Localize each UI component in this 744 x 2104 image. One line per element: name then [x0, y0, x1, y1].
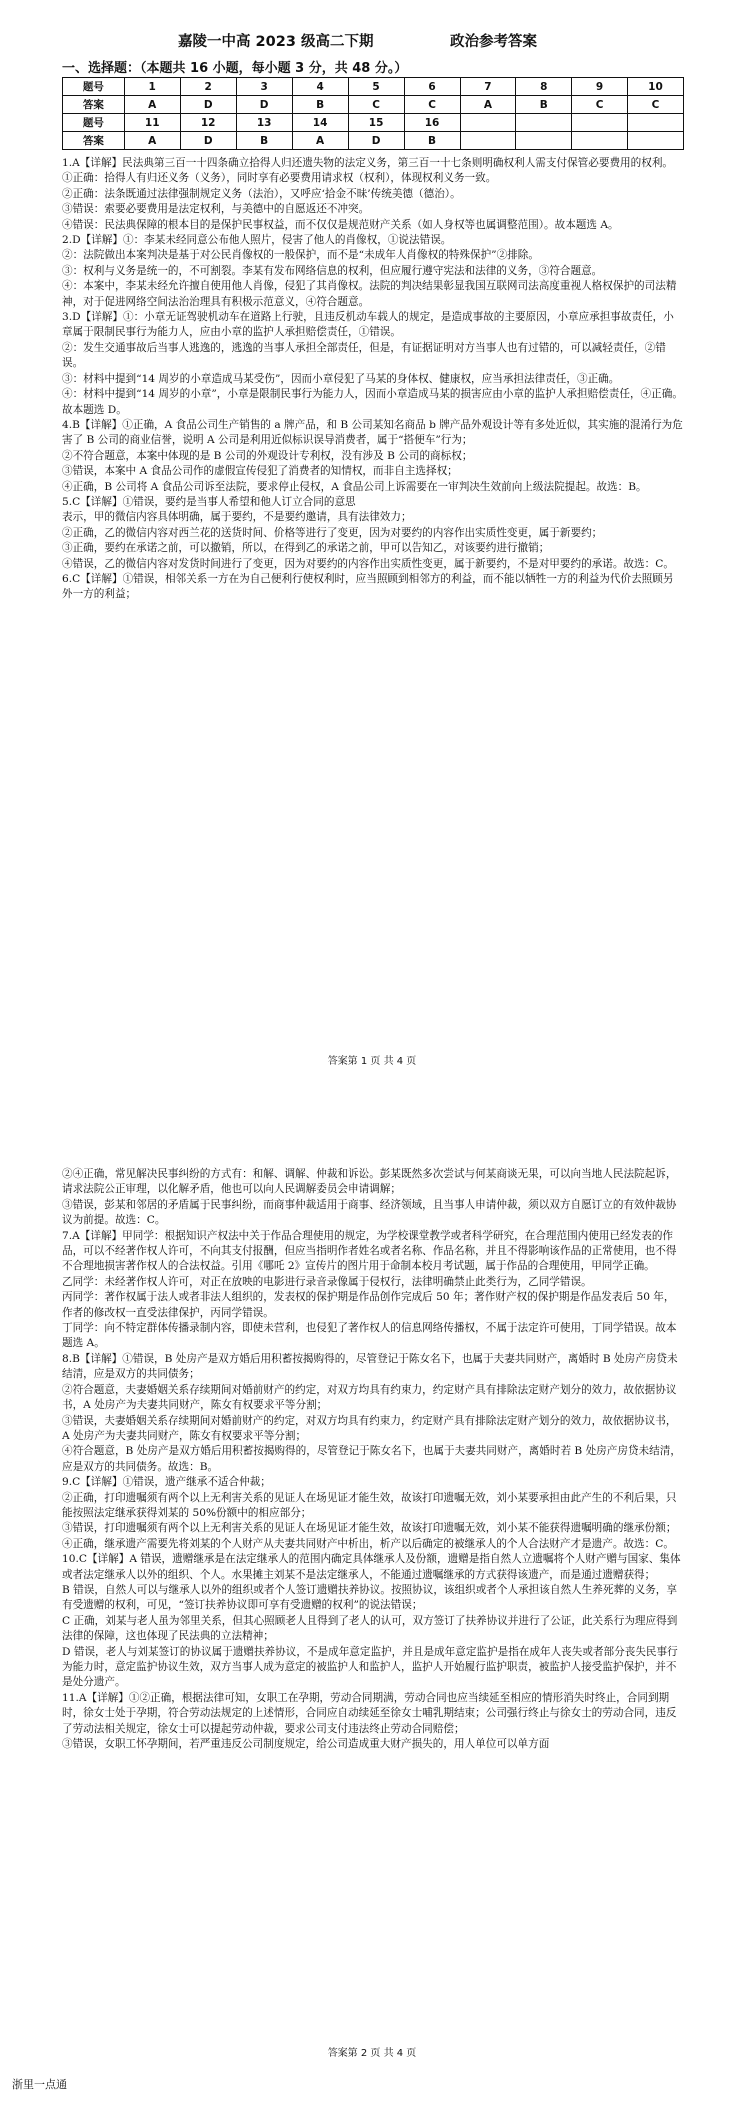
answer-table-cell: D: [236, 96, 292, 114]
answer-paragraph: D 错误，老人与刘某签订的协议属于遗赠扶养协议，不是成年意定监护，并且是成年意定监护是指在成年人丧失或者部分丧失民事行为能力时，意定监护协议生效，双方当事人成为意定的被监护人和监护人，监护人开始履行监护职责，被监护人接受监护保护，并不是处分遗产。: [62, 1645, 678, 1689]
watermark-text: 浙里一点通: [12, 2078, 67, 2091]
answer-paragraph: ③错误，夫妻婚姻关系存续期间对婚前财产的约定，对双方均具有约束力，约定财产具有排除法定财产划分的效力，故依据协议书，A 处房产为夫妻共同财产，陈女有权要求平等分割；: [62, 1414, 677, 1442]
answer-paragraph: ②：法院做出本案判决是基于对公民肖像权的一般保护，而不是“未成年人肖像权的特殊保护”②排除。: [62, 249, 539, 262]
answer-table-cell: 7: [460, 78, 516, 96]
answer-paragraph: ③错误：索要必要费用是法定权利，与美德中的自愿返还不冲突。: [62, 203, 370, 216]
answer-table-cell: 6: [404, 78, 460, 96]
answer-table-cell: A: [460, 96, 516, 114]
answer-paragraph: 6.C【详解】①错误，相邻关系一方在为自己便利行使权利时，应当照顾到相邻方的利益，而不能以牺牲一方的利益为代价去照顾另外一方的利益；: [62, 572, 674, 601]
answer-table-cell: D: [348, 132, 404, 150]
answer-paragraph: ②正确：法条既通过法律强制规定义务（法治），又呼应‘拾金不昧’传统美德（德治）。: [62, 187, 461, 200]
answer-table-cell: B: [236, 132, 292, 150]
answer-table-cell: [516, 132, 572, 150]
answer-paragraph: 8.B【详解】①错误，B 处房产是双方婚后用积蓄按揭购得的，尽管登记于陈女名下，也属于夫妻共同财产，离婚时 B 处房产房贷未结清，应是双方的共同债务；: [62, 1352, 678, 1381]
answer-table-cell: 9: [572, 78, 628, 96]
answer-table-cell: 3: [236, 78, 292, 96]
answer-table-cell: [627, 132, 683, 150]
answer-table-cell: C: [404, 96, 460, 114]
answer-paragraph: ③：权利与义务是统一的，不可割裂。李某有发布网络信息的权利，但应履行遵守宪法和法律的义务，③符合题意。: [62, 264, 603, 277]
answer-paragraph: ④错误，乙的微信内容对发货时间进行了变更，因为对要约的内容作出实质性变更，属于新要约，不是对甲要约的承诺。故选：C。: [62, 557, 674, 570]
answer-table-cell: 8: [516, 78, 572, 96]
answer-paragraph: ②不符合题意，本案中体现的是 B 公司的外观设计专利权，没有涉及 B 公司的商标权；: [62, 449, 473, 462]
answer-table-cell: 14: [292, 114, 348, 132]
section-heading: 一、选择题：（本题共 16 小题，每小题 3 分，共 48 分。）: [62, 61, 408, 76]
answer-table-cell: B: [404, 132, 460, 150]
answer-paragraph: 11.A【详解】①②正确，根据法律可知，女职工在孕期，劳动合同期满，劳动合同也应当续延至相应的情形消失时终止，合同到期时，徐女士处于孕期，符合劳动法规定的上述情形，合同应自动续延至徐女士哺乳期结束；公司强行终止与徐女士的劳动合同，违反了劳动法相关规定，徐女士可以提起劳动仲裁，要求公司支付违法终止劳动合同赔偿；: [62, 1691, 677, 1735]
answer-table-row: [63, 78, 684, 96]
answer-paragraph: 丙同学：著作权属于法人或者非法人组织的，发表权的保护期是作品创作完成后 50 年；著作财产权的保护期是作品发表后 50 年，作者的修改权一直受法律保护，丙同学错误。: [62, 1291, 675, 1319]
answer-paragraph: ④正确，B 公司将 A 食品公司诉至法院，要求停止侵权，A 食品公司上诉需要在一审判决生效前向上级法院提起。故选：B。: [62, 480, 647, 493]
answer-paragraph: 4.B【详解】①正确，A 食品公司生产销售的 a 牌产品，和 B 公司某知名商品 b 牌产品外观设计等有多处近似，其实施的混淆行为危害了 B 公司的商业信誉，说明 A 公司是利用近似标识误导消费者，属于“搭便车”行为；: [62, 418, 683, 447]
answer-table-row: [63, 114, 684, 132]
answer-table-header-cell: 题号: [63, 114, 125, 132]
answer-paragraph: ③正确，要约在承诺之前，可以撤销，所以，在得到乙的承诺之前，甲可以告知乙，对该要约进行撤销；: [62, 542, 550, 555]
answer-paragraph: 丁同学：向不特定群体传播录制内容，即使未营利，也侵犯了著作权人的信息网络传播权，不属于法定许可使用，丁同学错误。故本题选 A。: [62, 1322, 677, 1350]
answer-paragraph: ③：材料中提到“14 周岁的小章造成马某受伤”，因而小章侵犯了马某的身体权、健康权，应当承担法律责任，③正确。: [62, 372, 620, 385]
answer-table-cell: 12: [180, 114, 236, 132]
answer-paragraph: ②：发生交通事故后当事人逃逸的，逃逸的当事人承担全部责任，但是，有证据证明对方当事人也有过错的，可以减轻责任，②错误。: [62, 341, 666, 370]
answer-table-header-cell: 答案: [63, 96, 125, 114]
answer-table-cell: 2: [180, 78, 236, 96]
answer-table-cell: D: [180, 96, 236, 114]
answer-paragraph: ③错误，女职工怀孕期间，若严重违反公司制度规定，给公司造成重大财产损失的，用人单位可以单方面: [62, 1738, 550, 1751]
answer-table-cell: 4: [292, 78, 348, 96]
page1-body: [62, 156, 684, 603]
title-main: 嘉陵一中高 2023 级高二下期: [178, 34, 374, 50]
answer-paragraph: C 正确，刘某与老人虽为邻里关系，但其心照顾老人且得到了老人的认可，双方签订了扶养协议并进行了公证，此关系行为理应得到法律的保障，这也体现了民法典的立法精神；: [62, 1614, 678, 1643]
answer-table-cell: [516, 114, 572, 132]
answer-paragraph: 表示，甲的微信内容具体明确，属于要约，不是要约邀请，具有法律效力；: [62, 511, 412, 524]
answer-table-cell: C: [627, 96, 683, 114]
answer-paragraph: ④：材料中提到“14 周岁的小章”，小章是限制民事行为能力人，因而小章造成马某的损害应由小章的监护人承担赔偿责任，④正确。故本题选 D。: [62, 388, 683, 416]
answer-paragraph: ③错误，本案中 A 食品公司作的虚假宣传侵犯了消费者的知情权，而非自主选择权；: [62, 465, 458, 478]
answer-paragraph: 1.A【详解】民法典第三百一十四条确立拾得人归还遗失物的法定义务，第三百一十七条则明确权利人需支付保管必要费用的权利。: [62, 157, 674, 169]
page1-footer: 答案第 1 页 共 4 页: [327, 1056, 417, 1067]
answer-paragraph: ④正确，继承遗产需要先将刘某的个人财产从夫妻共同财产中析出，析产以后确定的被继承人的个人合法财产才是遗产。故选：C。: [62, 1537, 674, 1550]
answer-table-cell: A: [124, 96, 180, 114]
answer-paragraph: 乙同学：未经著作权人许可，对正在放映的电影进行录音录像属于侵权行，法律明确禁止此类行为，乙同学错误。: [62, 1275, 592, 1288]
answer-paragraph: 2.D【详解】①：李某未经同意公布他人照片，侵害了他人的肖像权，①说法错误。: [62, 234, 452, 247]
answer-table-cell: C: [572, 96, 628, 114]
answer-table-cell: B: [516, 96, 572, 114]
answer-paragraph: ②④正确，常见解决民事纠纷的方式有：和解、调解、仲裁和诉讼。彭某既然多次尝试与何某商谈无果，可以向当地人民法院起诉，请求法院公正审理，以化解矛盾，他也可以向人民调解委员会申请调解；: [62, 1168, 677, 1196]
answer-paragraph: 5.C【详解】①错误，要约是当事人希望和他人订立合同的意思: [62, 495, 356, 508]
answer-paragraph: B 错误，自然人可以与继承人以外的组织或者个人签订遗赠扶养协议。按照协议，该组织或者个人承担该自然人生养死葬的义务，享有受遗赠的权利，可见，“签订扶养协议即可享有受遗赠的权利”的说法错误；: [62, 1583, 677, 1612]
answer-paragraph: 9.C【详解】①错误，遗产继承不适合仲裁；: [62, 1476, 271, 1489]
answer-table-cell: [572, 132, 628, 150]
answer-paragraph: ②符合题意，夫妻婚姻关系存续期间对婚前财产的约定，对双方均具有约束力，约定财产具有排除法定财产划分的效力，故依据协议书，A 处房产为夫妻共同财产，陈女有权要求平等分割；: [62, 1383, 677, 1412]
page2-footer: 答案第 2 页 共 4 页: [327, 2048, 417, 2059]
answer-table-cell: D: [180, 132, 236, 150]
answer-paragraph: ③错误，彭某和邻居的矛盾属于民事纠纷，而商事仲裁适用于商事、经济领域，且当事人申请仲裁，须以双方自愿订立的有效仲裁协议为前提。故选：C。: [62, 1198, 677, 1227]
title-sub: 政治参考答案: [450, 34, 537, 50]
answer-table-cell: 15: [348, 114, 404, 132]
answer-table: [62, 77, 684, 150]
answer-table-cell: 13: [236, 114, 292, 132]
answer-table-cell: B: [292, 96, 348, 114]
answer-paragraph: ②正确，乙的微信内容对西兰花的送货时间、价格等进行了变更，因为对要约的内容作出实质性变更，属于新要约；: [62, 526, 603, 539]
answer-table-header-cell: 题号: [63, 78, 125, 96]
answer-table-cell: C: [348, 96, 404, 114]
answer-table-cell: 16: [404, 114, 460, 132]
answer-table-cell: [460, 114, 516, 132]
answer-table-cell: [627, 114, 683, 132]
answer-paragraph: ②正确，打印遗嘱须有两个以上无利害关系的见证人在场见证才能生效，故该打印遗嘱无效，刘小某要承担由此产生的不利后果，只能按照法定继承获得刘某的 50%份额中的相应部分；: [62, 1491, 677, 1519]
answer-paragraph: ④：本案中，李某未经允许擅自使用他人肖像，侵犯了其肖像权。法院的判决结果彰显我国互联网司法高度重视人格权保护的司法精神，对于促进网络空间法治治理具有积极示范意义，④符合题意。: [62, 280, 677, 308]
answer-table-cell: 10: [627, 78, 683, 96]
answer-table-cell: [460, 132, 516, 150]
answer-paragraph: ④符合题意，B 处房产是双方婚后用积蓄按揭购得的，尽管登记于陈女名下，也属于夫妻共同财产，离婚时若 B 处房产房贷未结清，应是双方的共同债务。故选：B。: [62, 1445, 681, 1473]
answer-table-row: [63, 96, 684, 114]
answer-table-header-cell: 答案: [63, 132, 125, 150]
answer-table-row: [63, 132, 684, 150]
answer-table-cell: 1: [124, 78, 180, 96]
answer-paragraph: ③错误，打印遗嘱须有两个以上无利害关系的见证人在场见证才能生效，故该打印遗嘱无效，刘小某不能获得遗嘱明确的继承份额；: [62, 1522, 677, 1535]
answer-table-cell: 5: [348, 78, 404, 96]
answer-table-cell: A: [124, 132, 180, 150]
answer-paragraph: 10.C【详解】A 错误，遗赠继承是在法定继承人的范围内确定具体继承人及份额，遗赠是指自然人立遗嘱将个人财产赠与国家、集体或者法定继承人以外的组织、个人。水果摊主刘某不是法定继承人，不能通过遗嘱继承的方式获得该遗产，而是通过遗赠获得；: [62, 1553, 681, 1581]
answer-table-cell: 11: [124, 114, 180, 132]
answer-paragraph: 7.A【详解】甲同学：根据知识产权法中关于作品合理使用的规定，为学校课堂教学或者科学研究，在合理范围内使用已经发表的作品，可以不经著作权人许可，不向其支付报酬，但应当指明作者姓名或者名称、作品名称，并且不得影响该作品的正常使用，也不得不合理地损害著作权人的合法权益。引用《哪吒 2》宣传片的图片用于命制本校月考试题，属于作品的合理使用，甲同学正确。: [62, 1229, 677, 1273]
answer-table-cell: [572, 114, 628, 132]
answer-table-cell: A: [292, 132, 348, 150]
answer-paragraph: 3.D【详解】①：小章无证驾驶机动车在道路上行驶，且违反机动车载人的规定，是造成事故的主要原因，小章应承担事故责任，小章属于限制民事行为能力人，应由小章的监护人承担赔偿责任，①错误。: [62, 311, 674, 339]
answer-paragraph: ①正确：拾得人有归还义务（义务），同时享有必要费用请求权（权利），体现权利义务一致。: [62, 172, 497, 185]
answer-paragraph: ④错误：民法典保障的根本目的是保护民事权益，而不仅仅是规范财产关系（如人身权等也属调整范围）。故本题选 A。: [62, 218, 619, 231]
page2-body: [62, 1167, 684, 1752]
